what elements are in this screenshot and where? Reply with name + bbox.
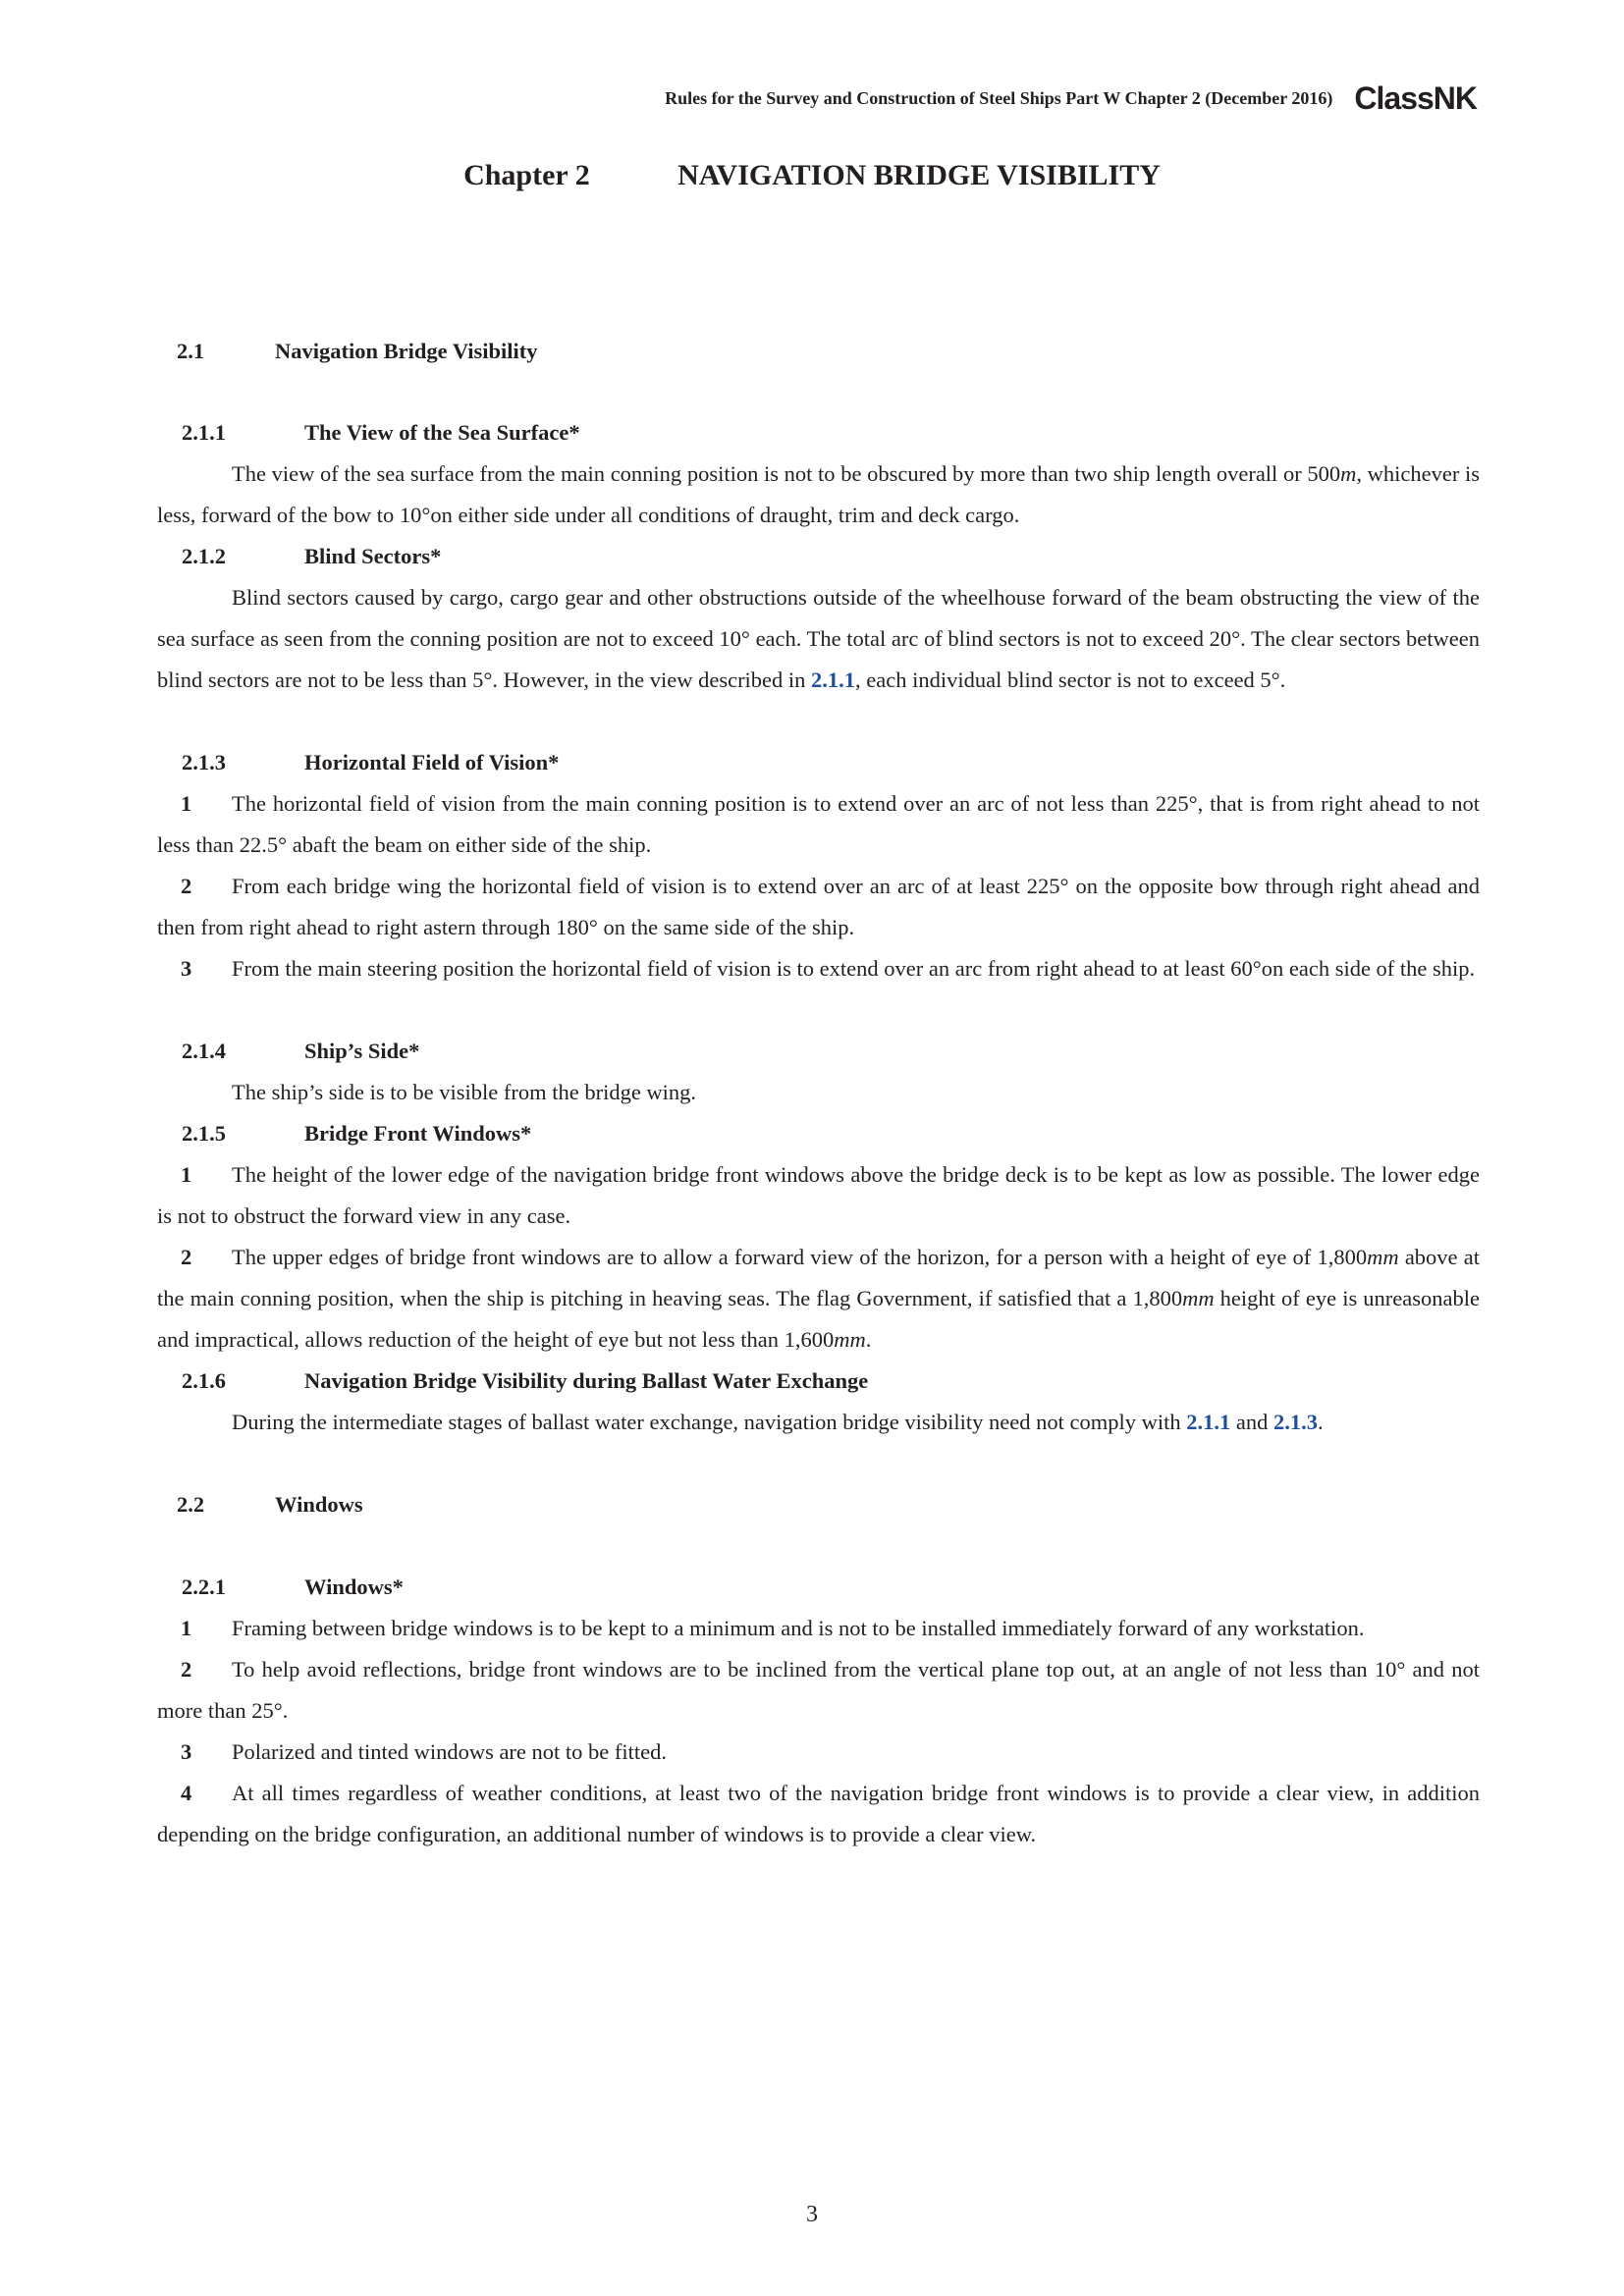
paragraph-number: 1 [181,791,192,816]
paragraph-number: 3 [181,956,192,981]
paragraph-2-1-3-1: 1 The horizontal field of vision from the main conning position is to extend over an arc of not less than 225°, that is from right ahead to not less than 22.5° abaft the beam on either side of the ship. [157,783,1480,866]
paragraph-number: 1 [181,1616,192,1640]
paragraph-2-2-1-1: 1 Framing between bridge windows is to be kept to a minimum and is not to be installed immediately forward of any workstation. [157,1608,1480,1649]
paragraph-2-1-2: Blind sectors caused by cargo, cargo gear and other obstructions outside of the wheelhouse forward of the beam obstructing the view of the sea surface as seen from the conning position are not to exceed 10° each. The total arc of blind sectors is not to exceed 20°. The clear sectors between blind sectors are not to be less than 5°. However, in the view described in 2.1.1, each individual blind sector is not to exceed 5°. [157,585,1480,692]
section-number: 2.2.1 [182,1575,226,1599]
paragraph-number: 1 [181,1162,192,1187]
section-2-1-heading [177,331,538,372]
section-number: 2.1.4 [182,1039,226,1063]
paragraph-2-2-1-3: 3 Polarized and tinted windows are not to be fitted. [157,1732,1480,1773]
paragraph-number: 4 [181,1781,192,1805]
paragraph-2-1-5-1: 1 The height of the lower edge of the navigation bridge front windows above the bridge deck is to be kept as low as possible. The lower edge is not to obstruct the forward view in any case. [157,1154,1480,1237]
section-number: 2.1.6 [182,1368,226,1393]
paragraph-2-1-3-2: 2 From each bridge wing the horizontal field of vision is to extend over an arc of at least 225° on the opposite bow through right ahead and then from right ahead to right astern through 180° on the same side of the ship. [157,866,1480,948]
paragraph-2-1-5-2: 2 The upper edges of bridge front windows are to allow a forward view of the horizon, for a person with a height of eye of 1,800mm above at the main conning position, when the ship is pitching in heaving seas. The flag Government, if satisfied that a 1,800mm height of eye is unreasonable and impractical, allows reduction of the height of eye but not less than 1,600mm. [157,1237,1480,1361]
section-2-1-1-heading [182,412,580,454]
paragraph-number: 3 [181,1739,192,1764]
section-title: Bridge Front Windows* [304,1121,532,1146]
section-number: 2.1.3 [182,750,226,774]
section-title: Navigation Bridge Visibility during Ballast Water Exchange [304,1368,869,1393]
section-2-1-4-heading [182,1031,419,1072]
cross-reference-link[interactable]: 2.1.1 [1186,1410,1231,1434]
section-2-2-1-heading [182,1567,404,1608]
section-number: 2.1.2 [182,544,226,568]
section-title: Ship’s Side* [304,1039,420,1063]
unit: mm [1182,1286,1215,1310]
section-2-1-3-heading [182,742,559,783]
running-title: Rules for the Survey and Construction of Steel Ships Part W Chapter 2 (December 2016) [665,88,1333,108]
paragraph-number: 2 [181,1245,192,1269]
section-number: 2.2 [177,1492,205,1517]
unit: mm [834,1327,866,1352]
cross-reference-link[interactable]: 2.1.3 [1273,1410,1318,1434]
running-header [665,80,1477,117]
paragraph-2-1-6: During the intermediate stages of ballast water exchange, navigation bridge visibility need not comply with 2.1.1 and 2.1.3. [232,1410,1324,1434]
section-title: Navigation Bridge Visibility [275,339,538,363]
paragraph-2-2-1-4: 4 At all times regardless of weather conditions, at least two of the navigation bridge front windows is to provide a clear view, in addition depending on the bridge configuration, an additional number of windows is to provide a clear view. [157,1773,1480,1855]
section-title: Blind Sectors* [304,544,442,568]
section-title: Windows [275,1492,363,1517]
section-number: 2.1 [177,339,205,363]
chapter-title: NAVIGATION BRIDGE VISIBILITY [677,159,1161,191]
unit: m [1340,461,1357,486]
paragraph-2-1-1: The view of the sea surface from the main conning position is not to be obscured by more than two ship length overall or 500m, whichever is less, forward of the bow to 10°on either side under all conditions of draught, trim and deck cargo. [157,461,1480,527]
paragraph-2-2-1-2: 2 To help avoid reflections, bridge front windows are to be inclined from the vertical plane top out, at an angle of not less than 10° and not more than 25°. [157,1649,1480,1732]
section-2-2-heading [177,1484,363,1525]
chapter-number: Chapter 2 [463,159,590,191]
section-number: 2.1.5 [182,1121,226,1146]
paragraph-2-1-4: The ship’s side is to be visible from the bridge wing. [232,1080,697,1104]
section-2-1-5-heading [182,1113,531,1154]
section-title: The View of the Sea Surface* [304,420,580,445]
unit: mm [1367,1245,1399,1269]
cross-reference-link[interactable]: 2.1.1 [811,667,856,692]
section-number: 2.1.1 [182,420,226,445]
section-2-1-2-heading [182,536,441,577]
classnk-logo: ClassNK [1354,80,1477,116]
paragraph-number: 2 [181,874,192,898]
section-title: Windows* [304,1575,404,1599]
section-2-1-6-heading [182,1361,868,1402]
section-title: Horizontal Field of Vision* [304,750,560,774]
paragraph-number: 2 [181,1657,192,1682]
paragraph-2-1-3-3: 3 From the main steering position the horizontal field of vision is to extend over an arc from right ahead to at least 60°on each side of the ship. [157,948,1480,989]
chapter-heading [0,159,1624,192]
page-number: 3 [806,2202,818,2227]
